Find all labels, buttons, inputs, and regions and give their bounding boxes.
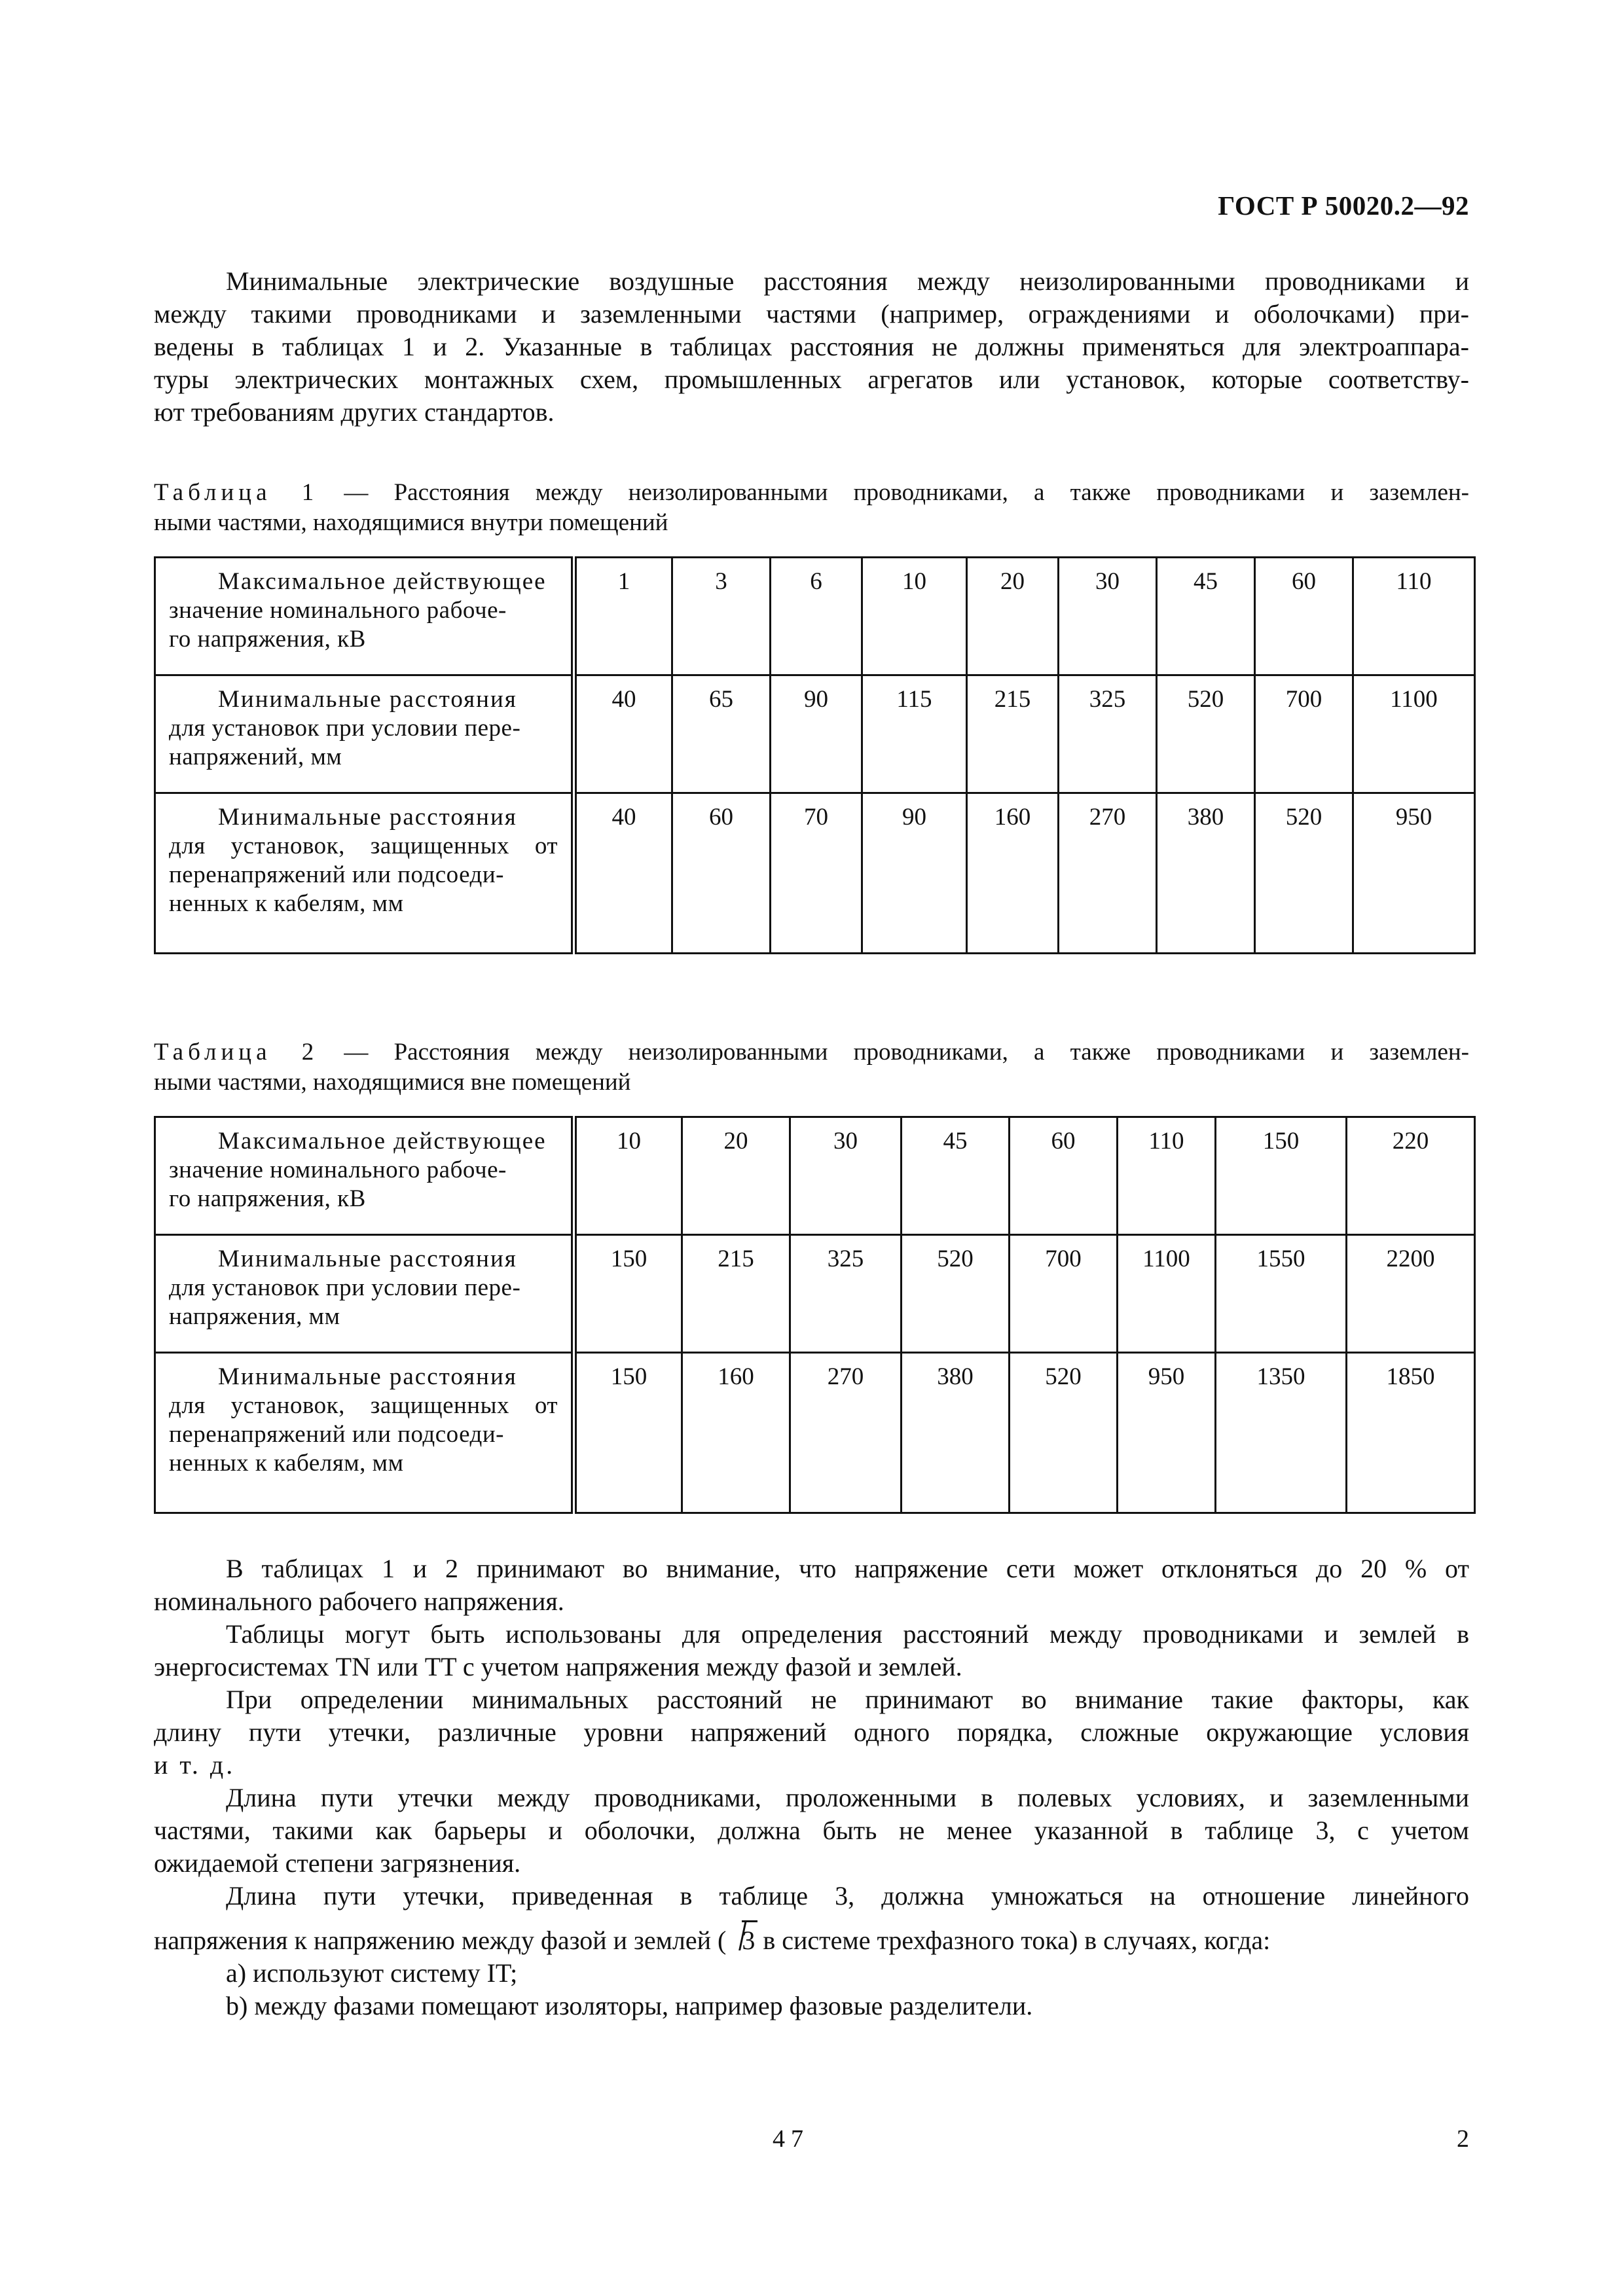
row-header-line: значение номинального рабоче-: [169, 597, 507, 624]
row-header-line: значение номинального рабоче-: [169, 1157, 507, 1183]
table-cell: 220: [1347, 1117, 1475, 1235]
table-row: [155, 1235, 1475, 1353]
table-cell: 700: [1010, 1235, 1118, 1353]
intro-line: между такими проводниками и заземленными частями (например, ограждениями и оболочками) при-: [154, 299, 1469, 329]
table-cell: 215: [967, 675, 1059, 793]
body-text: в системе трехфазного тока) в случаях, когда:: [756, 1926, 1271, 1955]
row-header-line: для установок, защищенных от: [169, 833, 558, 859]
body-line: энергосистемах TN или TT с учетом напряжения между фазой и землей.: [154, 1652, 962, 1681]
row-header-line: напряжения, мм: [169, 1303, 340, 1330]
table-cell: 40: [574, 793, 672, 954]
body-paragraph-3: [154, 1683, 1469, 1782]
intro-paragraph: [154, 265, 1469, 429]
table-cell: 700: [1255, 675, 1353, 793]
sqrt-symbol: [727, 1924, 755, 1957]
footer-center-number: 47: [773, 2125, 809, 2153]
body-paragraph-1: [154, 1552, 1469, 1618]
table-cell: 45: [902, 1117, 1010, 1235]
table-cell: 270: [790, 1353, 902, 1513]
table-cell: 950: [1118, 1353, 1216, 1513]
table2-caption: [154, 1037, 1469, 1098]
table-cell: 325: [790, 1235, 902, 1353]
body-line: номинального рабочего напряжения.: [154, 1587, 564, 1616]
table-cell: 160: [682, 1353, 790, 1513]
body-line: длину пути утечки, различные уровни напряжений одного порядка, сложные окружающие условия: [154, 1717, 1469, 1747]
row-header-line: напряжений, мм: [169, 744, 342, 770]
row-header-line: ненных к кабелям, мм: [169, 1450, 404, 1477]
table2-caption-line: [154, 1037, 1469, 1067]
table1-caption: [154, 478, 1469, 538]
table-cell: 520: [1255, 793, 1353, 954]
row-header-line: го напряжения, кВ: [169, 1185, 366, 1212]
table-cell: 30: [1059, 558, 1157, 675]
table-cell: 60: [672, 793, 771, 954]
table-cell: 1100: [1118, 1235, 1216, 1353]
body-line: Длина пути утечки, приведенная в таблице 3, должна умножаться на отношение линейного: [226, 1881, 1469, 1910]
table1-caption-line2: ными частями, находящимися внутри помещений: [154, 509, 668, 536]
table-row: [155, 1117, 1475, 1235]
table1: [154, 556, 1476, 954]
table-row: [155, 558, 1475, 675]
row-header-line: Максимальное действующее: [218, 568, 547, 595]
intro-line: ют требованиям других стандартов.: [154, 397, 555, 427]
table-cell: 150: [574, 1353, 682, 1513]
table-cell: 70: [771, 793, 862, 954]
table-cell: 6: [771, 558, 862, 675]
body-paragraph-4: [154, 1782, 1469, 1880]
table-cell: 65: [672, 675, 771, 793]
table-cell: 60: [1010, 1117, 1118, 1235]
row-header: [155, 1117, 574, 1235]
intro-line: Минимальные электрические воздушные расстояния между неизолированными проводниками и: [226, 266, 1469, 296]
page-number: 2: [1457, 2125, 1469, 2153]
table2-caption-label: Таблица 2: [154, 1039, 319, 1066]
table-cell: 150: [1216, 1117, 1347, 1235]
table-row: [155, 1353, 1475, 1513]
body-text: напряжения к напряжению между фазой и землей (: [154, 1926, 727, 1955]
table-cell: 110: [1118, 1117, 1216, 1235]
row-header-line: Минимальные расстояния: [218, 686, 517, 713]
row-header-line: Минимальные расстояния: [218, 804, 517, 831]
table-cell: 950: [1353, 793, 1475, 954]
table-cell: 1: [574, 558, 672, 675]
body-line: Длина пути утечки между проводниками, проложенными в полевых условиях, и заземленными: [226, 1783, 1469, 1812]
row-header-line: ненных к кабелям, мм: [169, 890, 404, 917]
body-line: Таблицы могут быть использованы для определения расстояний между проводниками и землей в: [226, 1619, 1469, 1649]
row-header-line: для установок, защищенных от: [169, 1392, 558, 1419]
body-line: ожидаемой степени загрязнения.: [154, 1848, 521, 1878]
row-header-line: Максимальное действующее: [218, 1128, 547, 1155]
table-cell: 40: [574, 675, 672, 793]
table-cell: 45: [1157, 558, 1255, 675]
table-cell: 90: [771, 675, 862, 793]
table-cell: 215: [682, 1235, 790, 1353]
table-cell: 520: [1010, 1353, 1118, 1513]
table-cell: 60: [1255, 558, 1353, 675]
body-line: В таблицах 1 и 2 принимают во внимание, что напряжение сети может отклоняться до 20 % от: [226, 1554, 1469, 1583]
body-line: При определении минимальных расстояний не принимают во внимание такие факторы, как: [226, 1685, 1469, 1714]
row-header-line: перенапряжений или подсоеди-: [169, 1421, 504, 1448]
table2-caption-text: — Расстояния между неизолированными проводниками, а также проводниками и заземлен-: [318, 1039, 1469, 1066]
row-header: [155, 793, 574, 954]
table-cell: 30: [790, 1117, 902, 1235]
row-header-line: Минимальные расстояния: [218, 1363, 517, 1390]
body-line: [154, 1924, 1469, 1957]
row-header-line: го напряжения, кВ: [169, 626, 366, 653]
table-cell: 270: [1059, 793, 1157, 954]
table-cell: 380: [902, 1353, 1010, 1513]
row-header: [155, 1353, 574, 1513]
body-line: частями, такими как барьеры и оболочки, должна быть не менее указанной в таблице 3, с учетом: [154, 1816, 1469, 1845]
table-cell: 90: [862, 793, 967, 954]
table-cell: 325: [1059, 675, 1157, 793]
table-cell: 3: [672, 558, 771, 675]
table-cell: 110: [1353, 558, 1475, 675]
table2: [154, 1116, 1476, 1514]
table-cell: 20: [682, 1117, 790, 1235]
list-item-b: b) между фазами помещают изоляторы, например фазовые разделители.: [226, 1991, 1033, 2020]
table1-caption-text: — Расстояния между неизолированными проводниками, а также проводниками и заземлен-: [318, 479, 1469, 506]
table-cell: 520: [1157, 675, 1255, 793]
table-cell: 520: [902, 1235, 1010, 1353]
table-cell: 380: [1157, 793, 1255, 954]
row-header: [155, 675, 574, 793]
table2-caption-line2: ными частями, находящимися вне помещений: [154, 1069, 631, 1096]
table-cell: 1850: [1347, 1353, 1475, 1513]
table-cell: 10: [862, 558, 967, 675]
table-row: [155, 675, 1475, 793]
table-cell: 1100: [1353, 675, 1475, 793]
row-header-line: для установок при условии пере-: [169, 1274, 521, 1301]
document-code: ГОСТ Р 50020.2—92: [1218, 190, 1469, 221]
intro-line: туры электрических монтажных схем, промышленных агрегатов или установок, которые соответству-: [154, 365, 1469, 394]
body-paragraph-5: [154, 1880, 1469, 2022]
table-cell: 150: [574, 1235, 682, 1353]
table-cell: 1550: [1216, 1235, 1347, 1353]
table1-caption-label: Таблица 1: [154, 479, 319, 506]
table-cell: 1350: [1216, 1353, 1347, 1513]
list-item-a: a) используют систему IT;: [226, 1958, 518, 1988]
table-cell: 20: [967, 558, 1059, 675]
table-cell: 2200: [1347, 1235, 1475, 1353]
table-cell: 115: [862, 675, 967, 793]
body-paragraph-2: [154, 1618, 1469, 1683]
sqrt-value: 3: [742, 1926, 756, 1955]
intro-line: ведены в таблицах 1 и 2. Указанные в таблицах расстояния не должны применяться для электроаппара-: [154, 332, 1469, 361]
row-header: [155, 1235, 574, 1353]
table-row: [155, 793, 1475, 954]
row-header-line: перенапряжений или подсоеди-: [169, 861, 504, 888]
table1-caption-line: [154, 478, 1469, 508]
row-header-line: для установок при условии пере-: [169, 715, 521, 742]
row-header: [155, 558, 574, 675]
table-cell: 160: [967, 793, 1059, 954]
body-line: и т. д.: [154, 1750, 236, 1780]
table-cell: 10: [574, 1117, 682, 1235]
row-header-line: Минимальные расстояния: [218, 1246, 517, 1272]
